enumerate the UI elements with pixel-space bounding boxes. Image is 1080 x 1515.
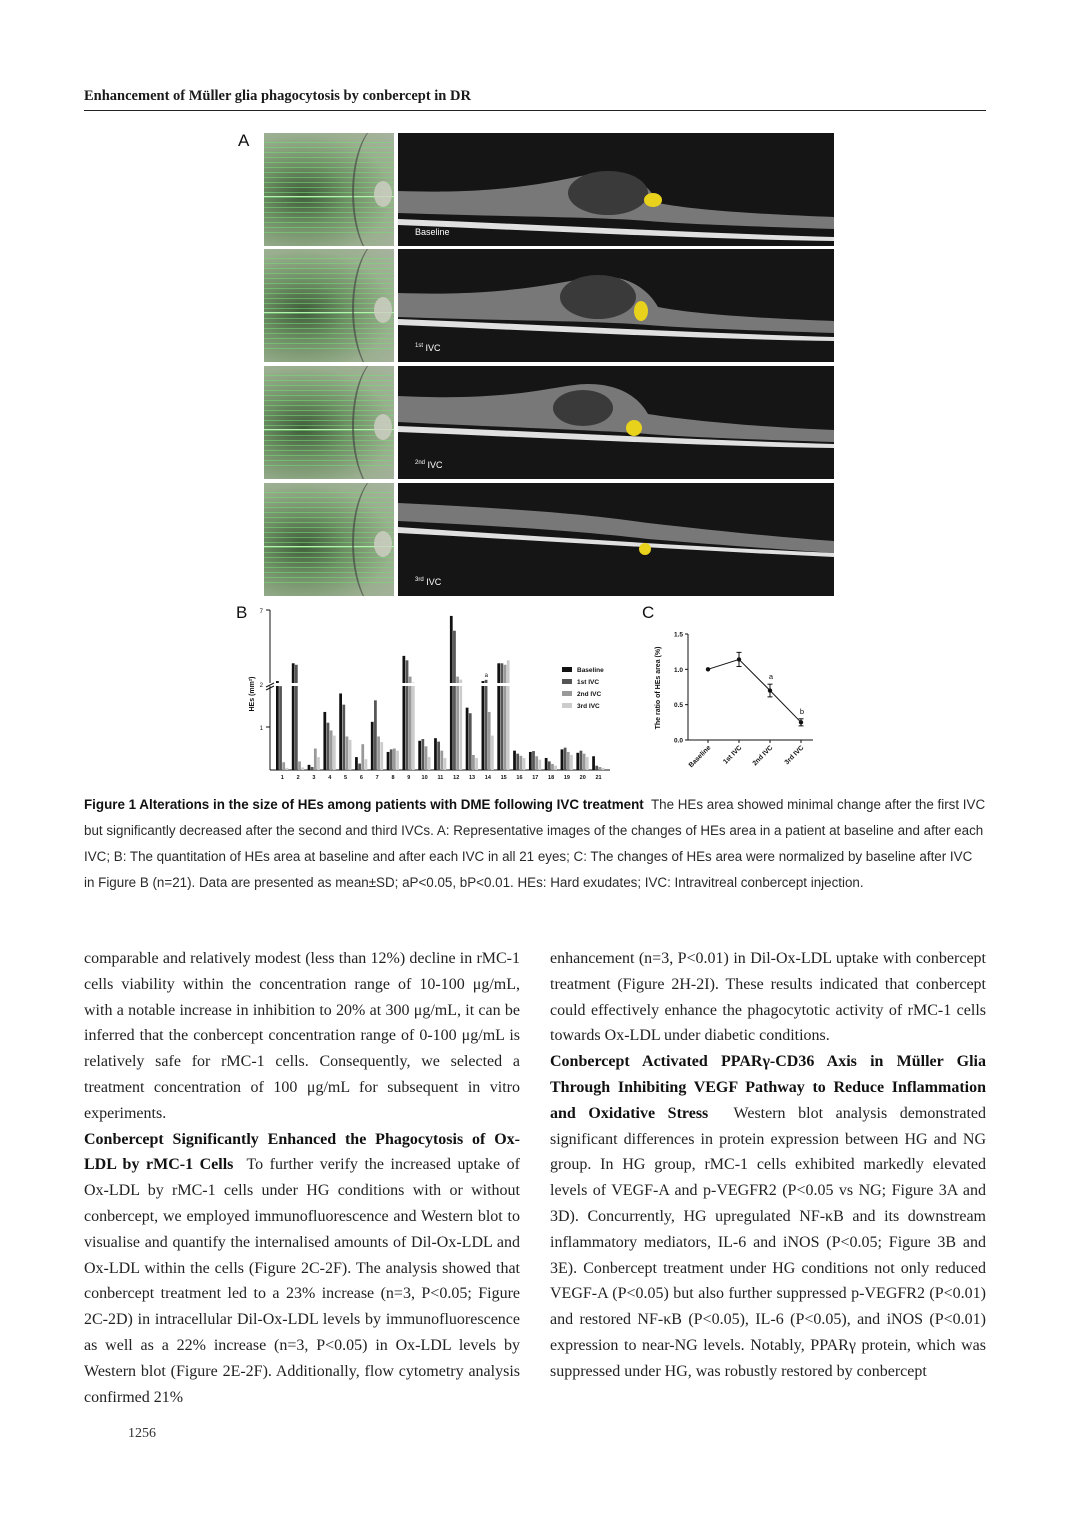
- bar-3rd-ivc: [317, 757, 320, 770]
- bar-2nd-ivc: [488, 712, 491, 770]
- bar-1st-ivc: [295, 665, 298, 770]
- bar-baseline: [592, 756, 595, 770]
- right-heading: Conbercept Activated PPARγ-CD36 Axis in Müller Glia Through Inhibiting VEGF Pathway to Reduce Inflammation and Oxidative Stress: [550, 1053, 986, 1122]
- legend-swatch: [562, 679, 572, 684]
- bar-1st-ivc: [532, 751, 535, 770]
- x-tick-label: 5: [344, 775, 348, 781]
- oct-layers: [398, 483, 834, 596]
- line-chart-ratio: [648, 622, 818, 802]
- x-tick-label: 20: [579, 775, 586, 781]
- oct-label-baseline: Baseline: [415, 227, 450, 237]
- left-column: [84, 946, 520, 1410]
- bar-2nd-ivc: [567, 752, 570, 770]
- x-tick-label: 19: [563, 775, 570, 781]
- panel-label-a: A: [238, 131, 250, 150]
- bar-2nd-ivc: [377, 736, 380, 770]
- x-tick-label: 18: [548, 775, 555, 781]
- bar-baseline: [561, 749, 564, 770]
- y-axis-label: The ratio of HEs area (%): [655, 646, 662, 730]
- bar-3rd-ivc: [491, 736, 494, 770]
- data-point: [799, 720, 803, 724]
- x-tick-label: 21: [595, 775, 602, 781]
- bar-3rd-ivc: [507, 660, 510, 770]
- bar-2nd-ivc: [393, 749, 396, 771]
- axis-break-gap: [266, 683, 610, 686]
- bar-2nd-ivc: [409, 677, 412, 770]
- bar-2nd-ivc: [346, 736, 349, 770]
- y-tick-label: 1.0: [673, 666, 683, 674]
- bar-3rd-ivc: [380, 742, 383, 770]
- legend-label: Baseline: [577, 667, 604, 674]
- bar-3rd-ivc: [586, 757, 589, 770]
- y-tick-label: 1.5: [673, 631, 683, 639]
- caption-title: Figure 1 Alterations in the size of HEs among patients with DME following IVC treatment: [84, 797, 644, 812]
- bar-2nd-ivc: [551, 764, 554, 770]
- bar-3rd-ivc: [301, 767, 304, 770]
- bar-1st-ivc: [406, 660, 409, 770]
- bar-2nd-ivc: [535, 756, 538, 770]
- bar-1st-ivc: [437, 742, 440, 770]
- caption-body: The HEs area showed minimal change after the first IVC but significantly decreased after the second and third IVCs. A: Representative images of the changes of HEs area in a patient at baseline and after each IVC; B: The quantitation of HEs area at baseline and after each IVC in all 21 eyes; C: The changes of HEs area were normalized by baseline after IVC in Figure B (n=21). Data are presented as mean±SD; aP<0.05, bP<0.01. HEs: Hard exudates; IVC: Intravitreal conbercept injection.: [84, 797, 986, 890]
- panel-label-c: C: [642, 603, 655, 622]
- bar-3rd-ivc: [523, 758, 526, 770]
- x-tick-label: 7: [375, 775, 379, 781]
- oct-label-ivc2: $^{2nd}$ IVC: [415, 460, 443, 470]
- bar-2nd-ivc: [472, 755, 475, 770]
- bar-baseline: [387, 752, 390, 770]
- x-tick-label: Baseline: [687, 744, 713, 770]
- x-tick-label: 8: [391, 775, 395, 781]
- right-paragraph-1: enhancement (n=3, P<0.01) in Dil-Ox-LDL uptake with conbercept treatment (Figure 2H-2I). These results indicated that conbercept could effectively enhance the phagocytotic activity of rMC-1 cells towards Ox-LDL under diabetic conditions.: [550, 950, 986, 1045]
- fundus-image-ivc1: [264, 249, 394, 362]
- bar-baseline: [450, 616, 453, 770]
- y-tick-label: 2: [259, 683, 263, 689]
- hard-exudate-marker: [639, 543, 651, 555]
- oct-layers: [398, 133, 834, 246]
- bar-baseline: [418, 741, 421, 770]
- y-tick-label: 1: [259, 726, 263, 732]
- right-paragraph-2-text: Western blot analysis demonstrated significant differences in protein expression between HG and NG group. In HG group, rMC-1 cells exhibited markedly elevated levels of VEGF-A and p-VEGFR2 (P<0.05 vs NG; Figure 3A and 3D). Concurrently, HG upregulated NF-κB and its downstream inflammatory mediators, IL-6 and iNOS (P<0.05; Figure 3B and 3E). Conbercept treatment under HG conditions not only reduced VEGF-A (P<0.05) but also further suppressed p-VEGFR2 (P<0.01) and restored NF-κB (P<0.05), IL-6 (P<0.05), and iNOS (P<0.01) expression to near-NG levels. Notably, PPARγ protein, which was suppressed under HG, was robustly restored by conbercept: [550, 1104, 987, 1380]
- bar-2nd-ivc: [282, 762, 285, 770]
- bar-1st-ivc: [580, 751, 583, 770]
- series-line: [708, 659, 801, 722]
- oct-layers: [398, 366, 834, 479]
- legend-swatch: [562, 667, 572, 672]
- bar-3rd-ivc: [285, 768, 288, 770]
- header-rule: [84, 110, 986, 111]
- bar-2nd-ivc: [361, 744, 364, 770]
- legend-swatch: [562, 703, 572, 708]
- bar-3rd-ivc: [475, 758, 478, 770]
- significance-label: a: [484, 672, 488, 679]
- bar-1st-ivc: [279, 686, 282, 770]
- x-tick-label: 15: [500, 775, 507, 781]
- bar-baseline: [545, 758, 548, 770]
- bar-baseline: [292, 663, 295, 770]
- fundus-image-ivc3: [264, 483, 394, 596]
- hard-exudate-marker: [626, 420, 642, 436]
- bar-1st-ivc: [311, 767, 314, 770]
- significance-label: a: [768, 672, 774, 682]
- bar-2nd-ivc: [425, 746, 428, 770]
- bar-3rd-ivc: [459, 680, 462, 770]
- legend-label: 1st IVC: [577, 679, 600, 686]
- x-tick-label: 17: [532, 775, 539, 781]
- bar-3rd-ivc: [412, 683, 415, 770]
- bar-1st-ivc: [390, 749, 393, 770]
- data-point: [706, 667, 710, 671]
- x-tick-label: 6: [359, 775, 363, 781]
- data-point: [737, 657, 741, 661]
- bar-2nd-ivc: [504, 665, 507, 770]
- bar-1st-ivc: [358, 764, 361, 770]
- x-tick-label: 11: [437, 775, 444, 781]
- bar-3rd-ivc: [365, 759, 368, 770]
- bar-baseline: [529, 752, 532, 770]
- bar-2nd-ivc: [314, 749, 317, 771]
- x-tick-label: 9: [407, 775, 411, 781]
- bar-baseline: [482, 681, 485, 770]
- bar-1st-ivc: [485, 680, 488, 770]
- bar-1st-ivc: [453, 631, 456, 770]
- bar-1st-ivc: [500, 663, 503, 770]
- hard-exudate-marker: [644, 193, 662, 207]
- oct-label-ivc1: $^{1st}$ IVC: [415, 343, 441, 353]
- bar-3rd-ivc: [538, 760, 541, 770]
- oct-layers: [398, 249, 834, 362]
- bar-1st-ivc: [421, 739, 424, 770]
- data-point: [768, 688, 772, 692]
- x-tick-label: 3: [312, 775, 316, 781]
- y-axis-label: HEs (mm²): [249, 676, 256, 712]
- bar-baseline: [339, 693, 342, 770]
- bar-baseline: [513, 751, 516, 770]
- legend-swatch: [562, 691, 572, 696]
- bar-baseline: [308, 765, 311, 770]
- bar-1st-ivc: [374, 700, 377, 770]
- bar-3rd-ivc: [554, 766, 557, 770]
- x-tick-label: 13: [468, 775, 476, 781]
- x-tick-label: 1: [280, 775, 284, 781]
- bar-baseline: [276, 681, 279, 770]
- bar-2nd-ivc: [440, 751, 443, 770]
- page-number: 1256: [128, 1426, 156, 1441]
- bar-baseline: [434, 738, 437, 770]
- x-tick-label: 16: [516, 775, 523, 781]
- legend-label: 2nd IVC: [577, 691, 602, 698]
- bar-3rd-ivc: [396, 751, 399, 770]
- running-head: Enhancement of Müller glia phagocytosis by conbercept in DR: [84, 88, 471, 104]
- bar-1st-ivc: [548, 761, 551, 770]
- bar-3rd-ivc: [349, 740, 352, 770]
- bar-1st-ivc: [469, 713, 472, 770]
- y-tick-label: 7: [259, 609, 263, 615]
- x-tick-label: 10: [421, 775, 428, 781]
- bar-2nd-ivc: [519, 756, 522, 770]
- legend-label: 3rd IVC: [577, 703, 600, 710]
- bar-baseline: [323, 712, 326, 770]
- right-column: [550, 946, 986, 1385]
- bar-baseline: [497, 663, 500, 770]
- bar-1st-ivc: [516, 754, 519, 770]
- x-tick-label: 2nd IVC: [751, 744, 775, 768]
- bar-chart-hes-area: [240, 604, 620, 784]
- oct-scan-ivc2: [398, 366, 834, 479]
- bar-2nd-ivc: [298, 761, 301, 770]
- left-paragraph-2: [84, 1127, 520, 1411]
- bar-3rd-ivc: [602, 768, 605, 770]
- bar-2nd-ivc: [599, 767, 602, 770]
- x-tick-label: 1st IVC: [722, 744, 744, 766]
- bar-3rd-ivc: [428, 757, 431, 770]
- bar-1st-ivc: [327, 723, 330, 770]
- fundus-image-baseline: [264, 133, 394, 246]
- hard-exudate-marker: [634, 301, 648, 321]
- bar-2nd-ivc: [330, 730, 333, 770]
- bar-baseline: [371, 722, 374, 770]
- right-paragraph-2: [550, 1049, 986, 1384]
- bar-baseline: [355, 757, 358, 770]
- oct-scan-ivc3: [398, 483, 834, 596]
- bar-2nd-ivc: [583, 754, 586, 770]
- significance-label: b: [799, 706, 805, 716]
- bar-3rd-ivc: [333, 736, 336, 770]
- x-tick-label: 2: [296, 775, 300, 781]
- x-tick-label: 4: [328, 775, 332, 781]
- left-heading: Conbercept Significantly Enhanced the Phagocytosis of Ox-LDL by rMC-1 Cells: [84, 1130, 520, 1174]
- x-tick-label: 14: [484, 775, 491, 781]
- oct-scan-baseline: [398, 133, 834, 246]
- figure-caption: [84, 792, 986, 896]
- bar-1st-ivc: [595, 766, 598, 770]
- bar-baseline: [402, 656, 405, 770]
- y-tick-label: 0.0: [673, 737, 683, 745]
- y-tick-label: 0.5: [673, 702, 683, 710]
- bar-baseline: [576, 753, 579, 770]
- bar-2nd-ivc: [456, 677, 459, 770]
- bar-3rd-ivc: [444, 758, 447, 770]
- bar-1st-ivc: [564, 748, 567, 770]
- bar-baseline: [466, 708, 469, 770]
- left-paragraph-2-text: To further verify the increased uptake of Ox-LDL by rMC-1 cells under HG conditions with or without conbercept, we employed immunofluorescence and Western blot to visualise and quantify the internalised amounts of Dil-Ox-LDL and Ox-LDL within the cells (Figure 2C-2F). The analysis showed that conbercept treatment led to a 23% increase (n=3, P<0.05; Figure 2C-2D) in intracellular Dil-Ox-LDL levels by immunofluorescence as well as a 22% increase (n=3, P<0.05) in Ox-LDL levels by Western blot (Figure 2E-2F). Additionally, flow cytometry analysis confirmed 21%: [84, 1156, 521, 1406]
- fundus-image-ivc2: [264, 366, 394, 479]
- bar-3rd-ivc: [570, 755, 573, 770]
- panel-label-b: B: [236, 603, 248, 622]
- x-tick-label: 12: [453, 775, 460, 781]
- oct-scan-ivc1: [398, 249, 834, 362]
- x-tick-label: 3rd IVC: [783, 744, 806, 767]
- oct-label-ivc3: $^{3rd}$ IVC: [415, 577, 442, 587]
- left-paragraph-1: comparable and relatively modest (less than 12%) decline in rMC-1 cells viability within the concentration range of 10-100 μg/mL, with a notable increase in inhibition to 20% at 300 μg/mL, it can be inferred that the conbercept concentration range of 0-100 μg/mL is relatively safe for rMC-1 cells. Consequently, we selected a treatment concentration of 100 μg/mL for subsequent in vitro experiments.: [84, 950, 520, 1122]
- bar-1st-ivc: [342, 705, 345, 770]
